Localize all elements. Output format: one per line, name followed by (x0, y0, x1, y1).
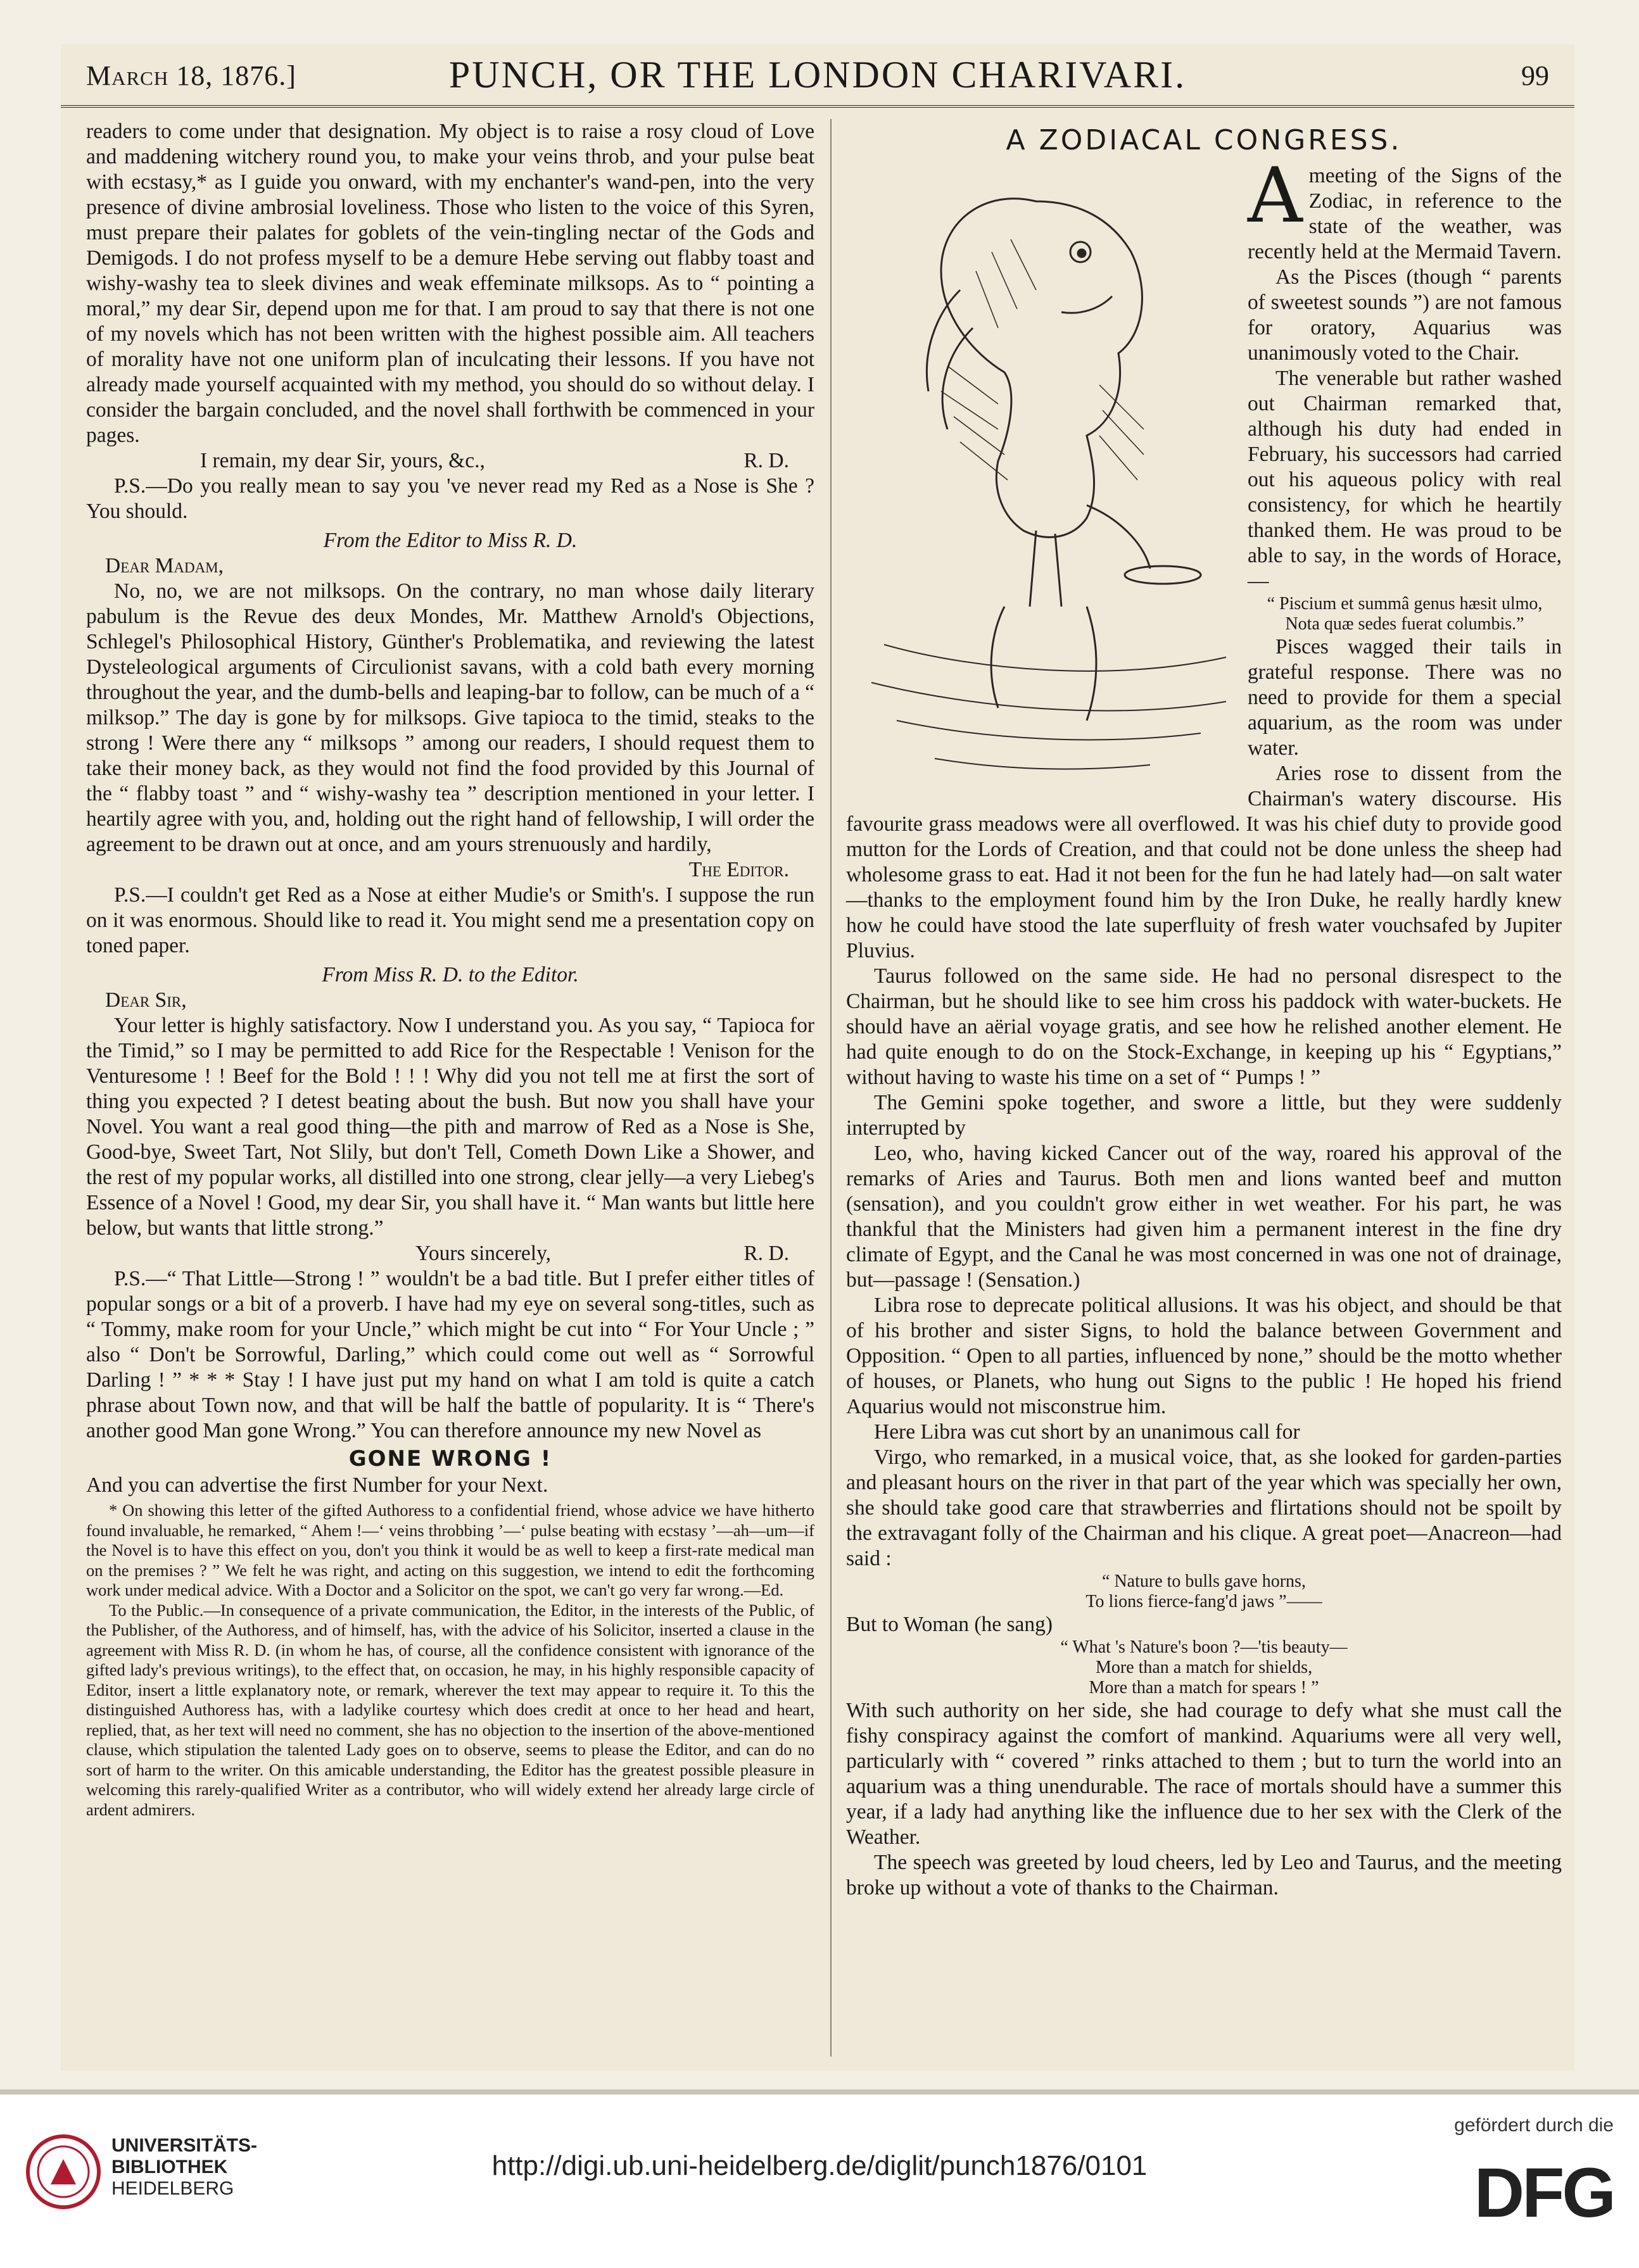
letter-heading: From the Editor to Miss R. D. (323, 529, 578, 552)
signature-name: R. D. (744, 1242, 789, 1265)
article-title: A ZODIACAL CONGRESS. (1006, 124, 1402, 156)
letter-paragraph: readers to come under that designation. My object is to raise a rosy cloud of Love and maddening witchery round you, to make your veins throb, and your pulse beat with ecstasy,* as I guide you onward, with my enchanter's wand-pen, into the very presence of divine ambrosial loveliness. Those who listen to the voice of this Syren, must prepare their palates for goblets of the vein-tingling nectar of the Gods and Demigods. I do not profess myself to be a demure Hebe serving out flabby toast and wishy-washy tea to sleek divines and weak effeminate milksops. As to “ pointing a moral,” my dear Sir, depend upon me for that. I am proud to say that there is not one of my novels which has not been written with the highest possible aim. All teachers of morality have not one uniform plan of inculcating their lessons. If you have not already made yourself acquainted with my method, you should do so without delay. I consider the bargain concluded, and the novel shall forthwith be commenced in your pages. (86, 120, 814, 447)
article-paragraph: Pisces wagged their tails in grateful response. There was no need to provide for them a special aquarium, as the room was under water. (1248, 635, 1562, 760)
article-paragraph: Aries rose to dissent from the Chairman's watery discourse. His favourite grass meadows were all overflowed. It was his chief duty to provide good mutton for the Lords of Creation, and that could not be done unless the sheep had wholesome grass to eat. Had it not been for the fun he had lately had—on salt water—thanks to the employment found him by the Iron Duke, he really hardly knew how he could have stood the late superfluity of fresh water vouchsafed by Jupiter Pluvius. (846, 762, 1562, 962)
article-paragraph: meeting of the Signs of the Zodiac, in reference to the state of the weather, was recently held at the Mermaid Tavern. (1248, 164, 1562, 263)
signature-name: R. D. (744, 449, 789, 472)
poem-line: “ What 's Nature's boon ?—'tis beauty— (1060, 1637, 1348, 1657)
postscript: P.S.—Do you really mean to say you 've never read my Red as a Nose is She ? You should. (86, 474, 814, 523)
poem-line: More than a match for spears ! ” (1089, 1678, 1319, 1698)
newspaper-page (61, 44, 1574, 2070)
dfg-logo: DFG (1474, 2154, 1614, 2232)
article-paragraph: Here Libra was cut short by an unanimous call for (874, 1420, 1300, 1444)
article-paragraph: Taurus followed on the same side. He had no personal disrespect to the Chairman, but he should like to see him cross his paddock with water-buckets. He should have an aërial voyage gratis, and see how he relished another element. He had quite enough to do on the Stock-Exchange, in keeping up his “ Egyptians,” without having to waste his time on a set of “ Pumps ! ” (846, 964, 1562, 1089)
permalink-url[interactable]: http://digi.ub.uni-heidelberg.de/diglit/punch1876/0101 (491, 2150, 1148, 2181)
footnote: * On showing this letter of the gifted Authoress to a confidential friend, whose advice we have hitherto found invaluable, he remarked, “ Ahem !—‘ veins throbbing ’—‘ pulse beating with ecstasy ’—ah—um—if the Novel is to have this effect on you, don't you think it would be as well to keep a first-rate medical man on the premises ? ” We felt he was right, and acting on this suggestion, we intend to edit the forthcoming work under medical advice. With a Doctor and a Solicitor on the spot, we can't go very far wrong.—Ed. (86, 1501, 814, 1599)
article-paragraph: Libra rose to deprecate political allusions. It was his object, and should be that of his brother and sister Signs, to hold the balance between Government and Opposition. “ Open to all parties, influenced by none,” should be the motto whether of houses, or Planets, who hung out Signs to the public ! He hoped his friend Aquarius would not misconstrue him. (846, 1294, 1562, 1418)
footnotes (86, 1501, 814, 1820)
latin-verse: “ Piscium et summâ genus hæsit ulmo, (1267, 594, 1543, 614)
poem-line: To lions fierce-fang'd jaws ”—— (1085, 1592, 1322, 1611)
letter-paragraph: Your letter is highly satisfactory. Now I understand you. As you say, “ Tapioca for the Timid,” so I may be permitted to add Rice for the Respectable ! Venison for the Venturesome ! ! Beef for the Bold ! ! ! Why did you not tell me at first the sort of thing you expected ? I detest beating about the bush. But now you shall have your Novel. You want a real good thing—the pith and marrow of Red as a Nose is She, Good-bye, Sweet Tart, Not Slily, but don't Tell, Cometh Down Like a Shower, and the rest of my popular works, all distilled into one strong, clear jelly—a very Liebeg's Essence of a Novel ! Good, my dear Sir, you shall have it. “ Man wants but little here below, but wants that little strong.” (86, 1014, 814, 1240)
poem-line: More than a match for shields, (1095, 1658, 1313, 1677)
letter-paragraph: No, no, we are not milksops. On the contrary, no man whose daily literary pabulum is the Revue des deux Mondes, Mr. Matthew Arnold's Objections, Schlegel's Philosophical History, Günther's Problematika, and reviewing the latest Dysteleological arguments of Circulionist savans, with a cold bath every morning throughout the year, and the dumb-bells and leaping-bar to follow, can be much of a “ milksop.” The day is gone by for milksops. Give tapioca to the timid, steaks to the strong ! Were there any “ milksops ” among our readers, I should request them to take their money back, as they would not find the food provided by this Journal of the “ flabby toast ” and “ wishy-washy tea ” description mentioned in your letter. I heartily agree with you, and, holding out the right hand of fellowship, I will order the agreement to be drawn out at once, and am yours strenuously and hardily, (86, 579, 814, 856)
signature-editor: The Editor. (688, 858, 789, 881)
section-heading: GONE WRONG ! (348, 1446, 552, 1471)
article-paragraph: The venerable but rather washed out Chairman remarked that, although his duty had ended in February, his successors had carried out his aqueous policy with real consistency, for which he heartily thanked them. He was proud to be able to say, in the words of Horace,— (1248, 367, 1562, 593)
poem-line: “ Nature to bulls gave horns, (1102, 1572, 1306, 1591)
salutation: Dear Sir, (105, 988, 187, 1012)
drop-cap: A (1248, 152, 1303, 240)
header-page-number: 99 (1521, 60, 1549, 91)
article-paragraph: The speech was greeted by loud cheers, led by Leo and Taurus, and the meeting broke up without a vote of thanks to the Chairman. (846, 1851, 1562, 1899)
article-paragraph: With such authority on her side, she had courage to defy what she must call the fishy conspiracy against the comfort of mankind. Aquariums were all very well, particularly with “ covered ” rinks attached to them ; but to turn the world into an aquarium was a thing unendurable. The race of mortals should have a summer this year, if a lady had anything like the influence due to her sex with the Clerk of the Weather. (846, 1699, 1562, 1849)
article-paragraph: Leo, who, having kicked Cancer out of the way, roared his approval of the remarks of Aries and Taurus. Both men and lions wanted beef and mutton (sensation), and you couldn't grow either in wet weather. For his part, he was thankful that the Ministers had given him a permanent interest in the fine dry climate of Egypt, and the Canal he was most concerned in was one not of drainage, but—passage ! (Sensation.) (846, 1142, 1562, 1292)
signature-text: Yours sincerely, (415, 1242, 552, 1265)
postscript: P.S.—“ That Little—Strong ! ” wouldn't be a bad title. But I prefer either titles of popular songs or a bit of a proverb. I have had my eye on several song-titles, such as “ Tommy, make room for your Uncle,” which might be cut into “ For Your Uncle ; ” also “ Don't be Sorrowful, Darling,” which could come out well as “ Sorrowful Darling ! ” * * * Stay ! I have just put my hand on what I am told is quite a catch phrase about Town now, and that will be half the battle of popularity. It is “ There's another good Man gone Wrong.” You can therefore announce my new Novel as (86, 1267, 814, 1442)
signature-line (86, 1241, 814, 1266)
letter-heading: From Miss R. D. to the Editor. (322, 963, 579, 986)
signature-line (86, 448, 814, 474)
library-name-line: HEIDELBERG (111, 2178, 234, 2199)
header-date: March 18, 1876.] (86, 60, 296, 91)
right-column (846, 119, 1562, 1901)
page-header (61, 44, 1574, 108)
footnote: To the Public.—In consequence of a private communication, the Editor, in the interests of the Public, of the Publisher, of the Authoress, and of himself, has, with the advice of his Solicitor, inserted a clause in the agreement with Miss R. D. (in whom he has, of course, all the confidence consistent with ignorance of the gifted lady's previous writings), to the effect that, on occasion, he may, in his highly responsible capacity of Editor, insert a little explanatory note, or remark, wherever the text may appear to require it. To this the distinguished Authoress has, with a ladylike courtesy which does credit at once to her head and heart, replied, that, as her text will need no comment, she has no objection to the insertion of the above-mentioned clause, which stipulation the talented Lady goes on to observe, seems to please the Editor, and can do no sort of harm to the writer. On this amicable understanding, the Editor has the greatest possible pleasure in welcoming this rarely-qualified Writer as a contributor, who will widely extend her already large circle of ardent admirers. (86, 1600, 814, 1819)
footer-bar (0, 2089, 1639, 2095)
library-name-line: BIBLIOTHEK (111, 2157, 228, 2177)
digitization-footer (0, 2089, 1639, 2268)
header-title: PUNCH, OR THE LONDON CHARIVARI. (448, 54, 1187, 96)
latin-verse: Nota quæ sedes fuerat columbis.” (1285, 614, 1524, 634)
postscript: P.S.—I couldn't get Red as a Nose at either Mudie's or Smith's. I suppose the run on it was enormous. Should like to read it. You might send me a presentation copy on toned paper. (86, 883, 814, 957)
article-paragraph: Virgo, who remarked, in a musical voice, that, as she looked for garden-parties and pleasant hours on the river in that part of the year which was specially her own, she should take good care that strawberries and flirtations should not be spoilt by the extravagant folly of the Chairman and his clique. A great poet—Anacreon—had said : (846, 1446, 1562, 1570)
library-name-line: UNIVERSITÄTS- (111, 2135, 258, 2156)
article-paragraph: But to Woman (he sang) (846, 1613, 1053, 1636)
fish-chairman-illustration (846, 163, 1239, 797)
article-paragraph: As the Pisces (though “ parents of sweetest sounds ”) are not famous for oratory, Aquarius was unanimously voted to the Chair. (1248, 265, 1562, 365)
left-column (86, 119, 814, 1820)
article-paragraph: The Gemini spoke together, and swore a little, but they were suddenly interrupted by (846, 1091, 1562, 1140)
signature-text: I remain, my dear Sir, yours, &c., (200, 449, 485, 472)
sponsor-label: gefördert durch die (1454, 2115, 1614, 2136)
salutation: Dear Madam, (105, 554, 224, 577)
advertise-line: And you can advertise the first Number for your Next. (86, 1473, 548, 1497)
column-divider (830, 119, 832, 2057)
